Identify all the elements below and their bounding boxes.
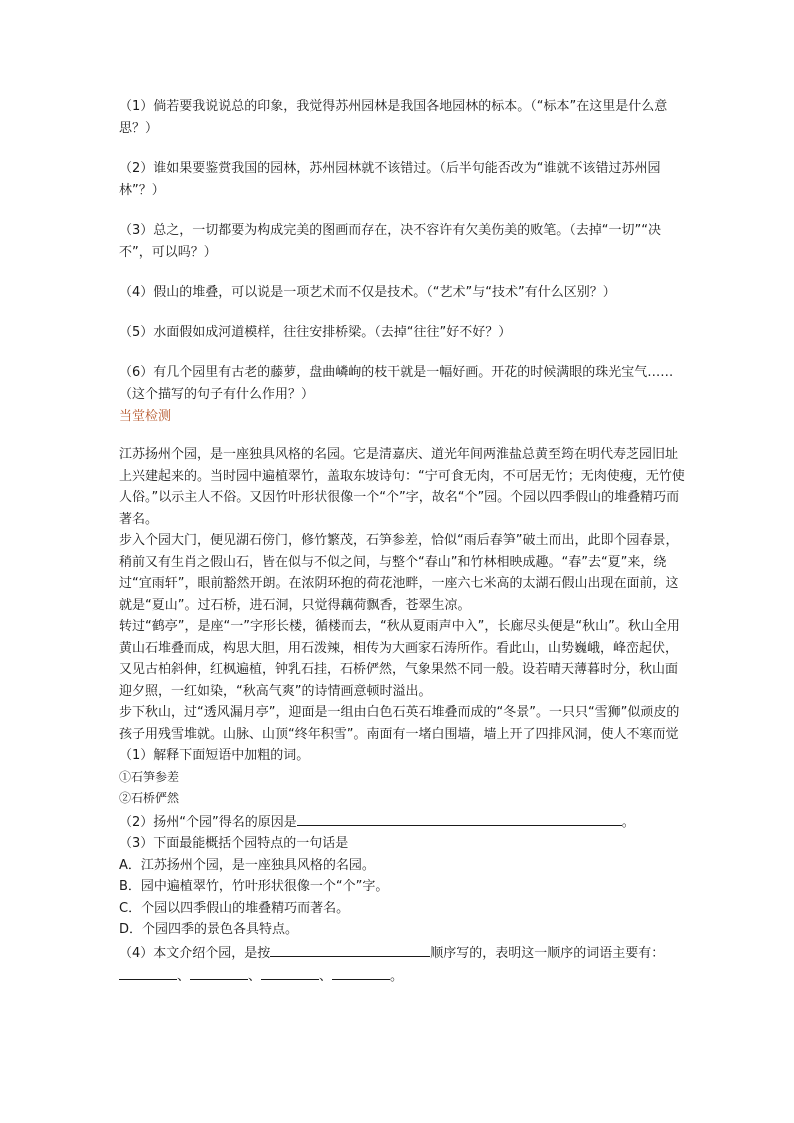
pre-question-2: （2）谁如果要鉴赏我国的园林，苏州园林就不该错过。（后半句能否改为“谁就不该错过苏州园林”？）: [119, 161, 661, 198]
question-2: [119, 810, 689, 834]
passage-paragraph-2: 步入个园大门，便见湖石傍门，修竹繁茂，石笋参差，恰似“雨后春笋”破土而出，此即个园春景，稍前又有生肖之假山石，皆在似与不似之间，与整个“春山”和竹林相映成趣。“春”去“夏”来，绕过“宜雨轩”，眼前豁然开朗。在浓阴环抱的荷花池畔，一座六七米高的太湖石假山出现在面前，这就是“夏山”。过石桥，进石洞，只觉得藕荷飘香，苍翠生凉。: [119, 533, 679, 613]
question-1-item-b: ②石桥俨然: [119, 791, 180, 805]
pre-question-4: （4）假山的堆叠，可以说是一项艺术而不仅是技术。（“艺术”与“技术”有什么区别？）: [119, 285, 616, 300]
question-4-end: 。: [390, 969, 404, 984]
question-4-mid: 顺序写的，表明这一顺序的词语主要有：: [430, 945, 665, 961]
question-3-stem: （3）下面最能概括个园特点的一句话是: [119, 836, 349, 851]
question-2-stem: （2）扬州“个园”得名的原因是: [119, 814, 297, 830]
question-1-stem: （1）解释下面短语中加粗的词。: [119, 748, 310, 763]
passage-paragraph-4: 步下秋山，过“透风漏月亭”，迎面是一组由白色石英石堆叠而成的“冬景”。一只只“雪狮”似顽皮的孩子用残雪堆就。山脉、山顶“终年积雪”。南面有一堵白围墙，墙上开了四排风洞，使人不寒而觉: [119, 705, 680, 742]
question-4: [119, 941, 689, 965]
spacer: [119, 428, 689, 444]
question-4-stem: （4）本文介绍个园，是按: [119, 945, 271, 961]
document-content: [119, 96, 689, 988]
question-3-option-c: C．个园以四季假山的堆叠精巧而著名。: [119, 900, 350, 916]
answer-blank-q4-3[interactable]: [261, 964, 319, 980]
pre-question-1: （1）倘若要我说说总的印象，我觉得苏州园林是我国各地园林的标本。（“标本”在这里是什么意思？）: [119, 99, 668, 136]
answer-blank-q4-1[interactable]: [119, 964, 177, 980]
passage-paragraph-1: 江苏扬州个园，是一座独具风格的名园。它是清嘉庆、道光年间两淮盐总黄至筠在明代寿芝园旧址上兴建起来的。当时园中遍植翠竹，盖取东坡诗句：“宁可食无肉，不可居无竹；无肉使瘦，无竹使人俗。”以示主人不俗。又因竹叶形状很像一个“个”字，故名“个”园。个园以四季假山的堆叠精巧而著名。: [119, 447, 685, 527]
question-3-option-a: A．江苏扬州个园，是一座独具风格的名园。: [119, 857, 375, 873]
question-2-end: 。: [621, 814, 635, 830]
answer-blank-q4-4[interactable]: [332, 964, 390, 980]
separator: 、: [248, 969, 262, 984]
answer-blank-q4-order[interactable]: [270, 941, 430, 957]
section-title: 当堂检测: [119, 409, 172, 424]
passage-paragraph-3: 转过“鹤亭”，是座“一”字形长楼，循楼而去，“秋从夏雨声中入”，长廊尽头便是“秋山”。秋山全用黄山石堆叠而成，构思大胆，用石泼辣，相传为大画家石涛所作。看此山，山势巍峨，峰峦起伏，又见古柏斜伸，红枫遍植，钟乳石挂，石桥俨然，气象果然不同一般。设若晴天薄暮时分，秋山面迎夕照，一红如染，“秋高气爽”的诗情画意顿时溢出。: [119, 619, 680, 699]
question-4-blanks: [119, 964, 689, 988]
question-3-option-b: B．园中遍植翠竹，竹叶形状很像一个“个”字。: [119, 879, 389, 894]
question-3-option-d: D．个园四季的景色各具特点。: [119, 922, 299, 937]
pre-question-6: （6）有几个园里有古老的藤萝，盘曲嶙峋的枝干就是一幅好画。开花的时候满眼的珠光宝气……（这个描写的句子有什么作用？）: [119, 365, 674, 402]
answer-blank-q4-2[interactable]: [190, 964, 248, 980]
pre-question-5: （5）水面假如成河道模样，往往安排桥梁。（去掉“往往”好不好？）: [119, 325, 512, 340]
answer-blank-q2[interactable]: [297, 810, 622, 826]
pre-question-3: （3）总之，一切都要为构成完美的图画而存在，决不容许有欠美伤美的败笔。（去掉“一切”“决不”，可以吗？）: [119, 223, 661, 260]
separator: 、: [177, 969, 191, 984]
separator: 、: [319, 969, 333, 984]
question-1-item-a: ①石笋参差: [119, 769, 180, 784]
